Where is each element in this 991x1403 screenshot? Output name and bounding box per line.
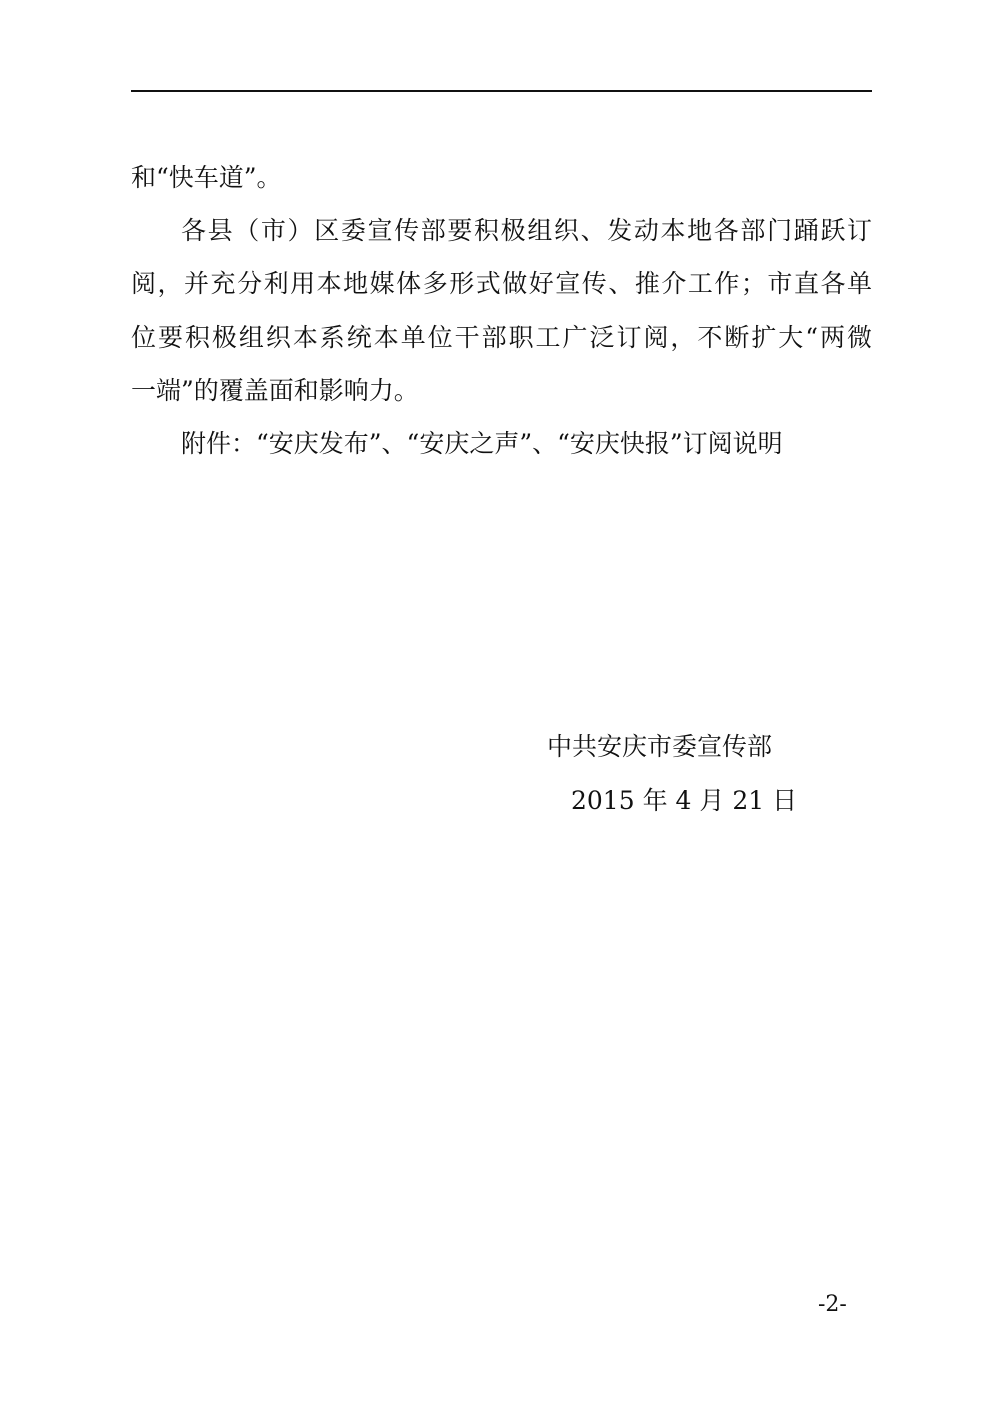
body-line-4: 位要积极组织本系统本单位干部职工广泛订阅，不断扩大“两微 [131,323,872,352]
signature-organization: 中共安庆市委宣传部 [547,732,773,761]
body-line-1: 和“快车道”。 [131,163,282,192]
page-number: -2- [818,1292,847,1317]
header-rule [131,90,872,92]
body-line-2: 各县（市）区委宣传部要积极组织、发动本地各部门踊跃订 [181,216,872,245]
signature-date: 2015 年 4 月 21 日 [571,786,798,815]
body-line-3: 阅，并充分利用本地媒体多形式做好宣传、推介工作；市直各单 [131,269,872,298]
attachment-line: 附件：“安庆发布”、“安庆之声”、“安庆快报”订阅说明 [181,429,783,458]
body-line-5: 一端”的覆盖面和影响力。 [131,376,419,405]
